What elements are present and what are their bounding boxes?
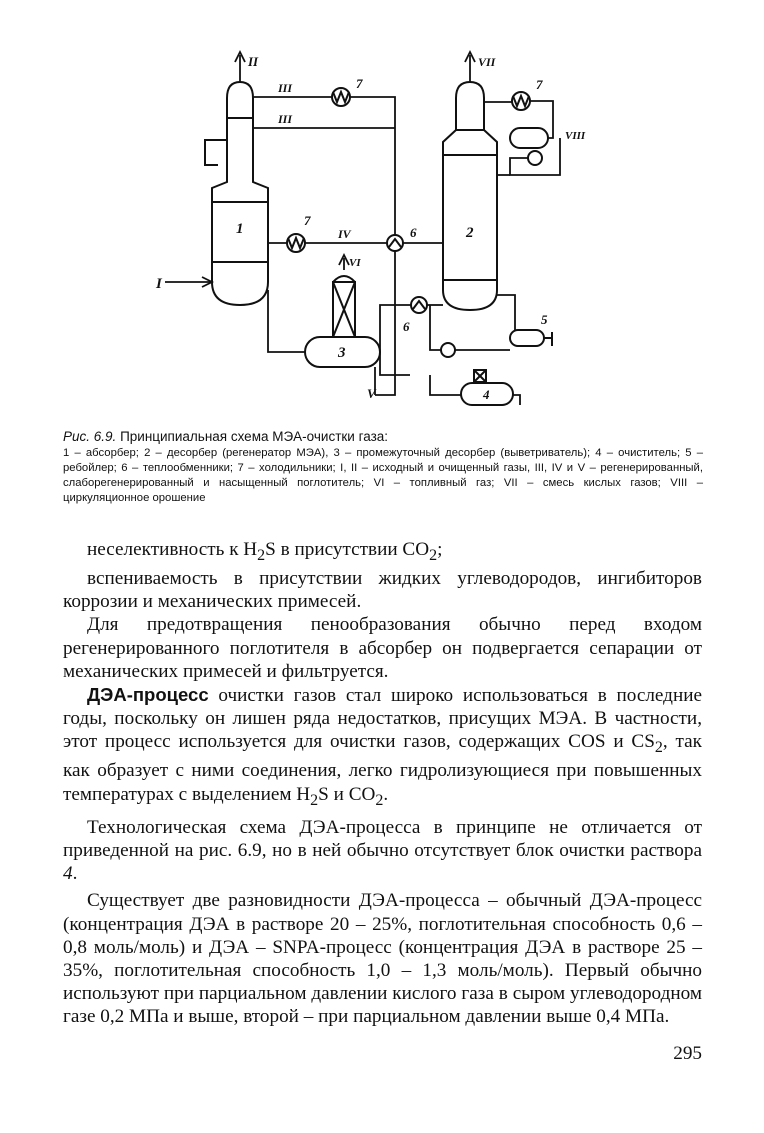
label-stream-VII: VII [478, 55, 496, 69]
label-heat-exchanger-top: 6 [410, 225, 417, 240]
term-dea-process: ДЭА-процесс [87, 684, 209, 706]
label-cooler-right-top: 7 [536, 77, 543, 92]
label-reboiler: 5 [541, 312, 548, 327]
paragraph: Для предотвращения пенообразования обычно перед входом регенерированного поглотителя в абсорбер он подвергается сепарации от механических примесей и фильтруется. [63, 614, 702, 682]
label-absorber: 1 [236, 221, 244, 237]
reflux-drum [510, 128, 548, 148]
cooler-icon [332, 88, 350, 106]
label-purifier: 4 [483, 387, 490, 402]
paragraph: Существует две разновидности ДЭА-процесса – обычный ДЭА-процесс (концентрация ДЭА в растворе 20 – 25%, поглотительная способность 0,6 – 0,8 моль/моль) и ДЭА – SNPA-процесс (концентрация ДЭА в растворе 25 – 35%, поглотительная способность 1,0 – 1,3 моль/моль). Первый обычно используют при парциальном давлении кислого газа в сыром углеводородном газе 0,2 МПа и выше, второй – при парциальном давлении выше 0,4 МПа. [63, 890, 702, 1028]
diagram-labels [155, 54, 586, 402]
caption-title [63, 428, 703, 446]
reboiler [510, 330, 552, 346]
paragraph: Технологическая схема ДЭА-процесса в принципе не отличается от приведенной на рис. 6.9, но в ней обычно отсутствует блок очистки раствора 4. [63, 816, 702, 885]
caption-prefix: Рис. 6.9. [63, 429, 117, 444]
cooler-icon [512, 92, 530, 110]
absorber-column [205, 82, 268, 305]
label-stream-VI: VI [349, 257, 361, 269]
label-desorber: 2 [466, 225, 474, 241]
body-text [63, 538, 702, 1029]
pump-icon [528, 151, 542, 165]
label-stream-III-top: III [278, 81, 293, 95]
process-flow-diagram [0, 0, 764, 425]
label-stream-IV: IV [338, 227, 351, 241]
desorber-column [443, 82, 497, 310]
paragraph: неселективность к $H_2S$ в присутствии $CO_2$; [87, 539, 443, 564]
label-stream-V: V [367, 386, 376, 401]
label-intermediate-desorber: 3 [338, 345, 346, 361]
heat-exchanger-icon [387, 235, 403, 251]
label-cooler-left-top: 7 [356, 76, 363, 91]
page-number: 295 [673, 1043, 702, 1064]
caption-heading: Принципиальная схема МЭА-очистки газа: [120, 429, 389, 444]
label-cooler-left-mid: 7 [304, 213, 311, 228]
paragraph: вспениваемость в присутствии жидких углеводородов, ингибиторов коррозии и механических примесей. [63, 568, 702, 613]
cooler-icon [287, 234, 305, 252]
caption-body: 1 – абсорбер; 2 – десорбер (регенератор МЭА), 3 – промежуточный десорбер (выветриватель); 4 – очиститель; 5 – ребойлер; 6 – теплообменники; 7 – холодильники; I, II – исходный и очищенный газы, III, IV и V – регенерированный, слаборегенерированный и насыщенный поглотитель; VI – топливный газ; VII – смесь кислых газов; VIII – циркуляционное орошение [63, 447, 703, 504]
label-stream-I: I [156, 276, 162, 292]
label-heat-exchanger-bottom: 6 [403, 319, 410, 334]
piping [165, 52, 560, 405]
paragraph: ДЭА-процесс очистки газов стал широко использоваться в последние годы, поскольку он лишен ряда недостатков, присущих МЭА. В частности, этот процесс используется для очистки газов, содержащих COS и $CS_2$, так как образует с ними соединения, легко гидролизующиеся при повышенных температурах с выделением $H_2S$ и $CO_2$. [63, 684, 702, 809]
pump-icon [441, 343, 455, 357]
heat-exchanger-icon [411, 297, 427, 313]
figure-caption [63, 428, 703, 506]
label-stream-VIII: VIII [565, 130, 586, 142]
label-stream-II: II [248, 54, 259, 69]
label-stream-III-mid: III [278, 112, 293, 126]
